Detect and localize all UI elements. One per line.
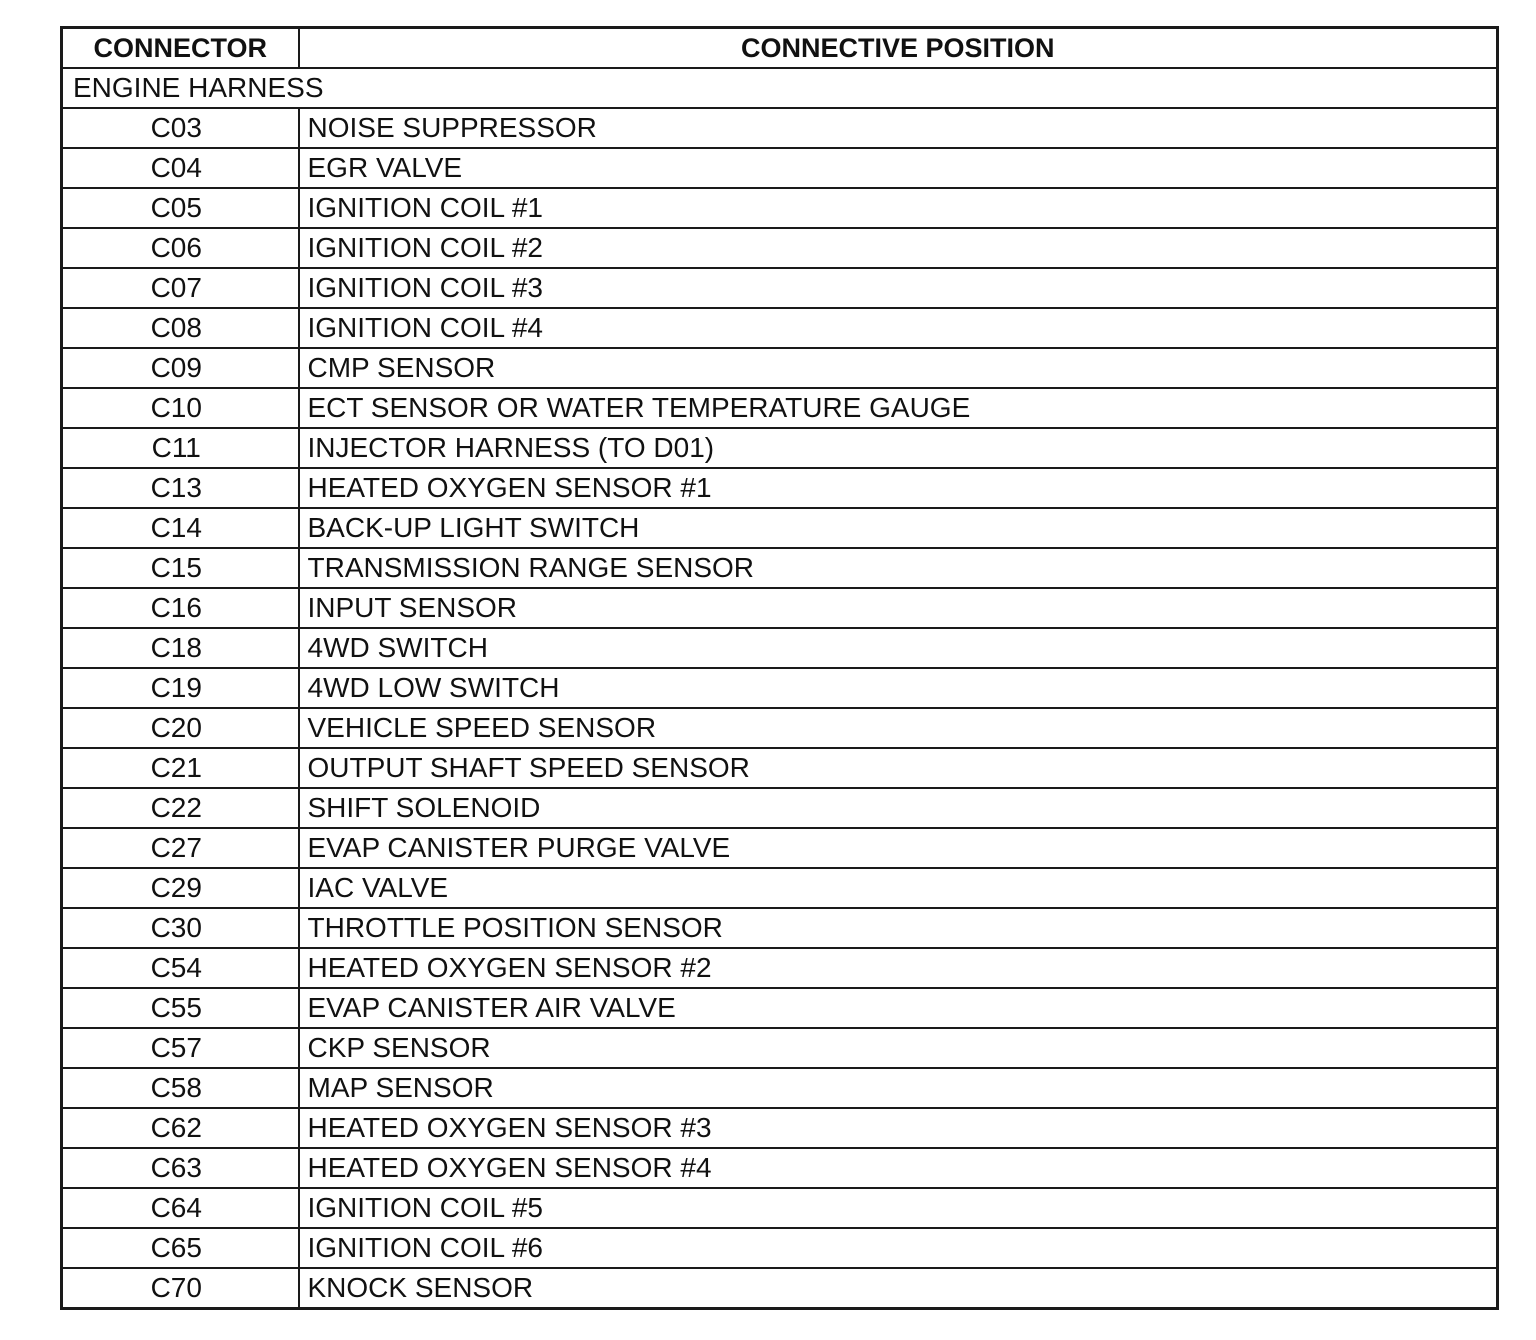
table-row xyxy=(62,308,1498,348)
connective-position: BACK-UP LIGHT SWITCH xyxy=(299,508,1498,548)
connective-position: 4WD SWITCH xyxy=(299,628,1498,668)
connector-code: C29 xyxy=(62,868,299,908)
connector-code: C54 xyxy=(62,948,299,988)
connector-code: C10 xyxy=(62,388,299,428)
connector-code: C04 xyxy=(62,148,299,188)
connector-code: C57 xyxy=(62,1028,299,1068)
connective-position: HEATED OXYGEN SENSOR #2 xyxy=(299,948,1498,988)
connector-code: C06 xyxy=(62,228,299,268)
connector-code: C63 xyxy=(62,1148,299,1188)
table-row xyxy=(62,1268,1498,1309)
connective-position: EGR VALVE xyxy=(299,148,1498,188)
connector-code: C21 xyxy=(62,748,299,788)
connective-position: IGNITION COIL #2 xyxy=(299,228,1498,268)
connector-code: C13 xyxy=(62,468,299,508)
table-row xyxy=(62,428,1498,468)
table-row xyxy=(62,708,1498,748)
connective-position: HEATED OXYGEN SENSOR #1 xyxy=(299,468,1498,508)
connective-position: IGNITION COIL #4 xyxy=(299,308,1498,348)
connector-code: C62 xyxy=(62,1108,299,1148)
connector-code: C14 xyxy=(62,508,299,548)
table-row xyxy=(62,948,1498,988)
connector-code: C05 xyxy=(62,188,299,228)
connective-position: IGNITION COIL #1 xyxy=(299,188,1498,228)
connector-code: C19 xyxy=(62,668,299,708)
table-row xyxy=(62,508,1498,548)
connective-position: NOISE SUPPRESSOR xyxy=(299,108,1498,148)
table-row xyxy=(62,1148,1498,1188)
connector-column-header: CONNECTOR xyxy=(62,28,299,69)
connective-position: ECT SENSOR OR WATER TEMPERATURE GAUGE xyxy=(299,388,1498,428)
connective-position: MAP SENSOR xyxy=(299,1068,1498,1108)
connective-position: HEATED OXYGEN SENSOR #4 xyxy=(299,1148,1498,1188)
connective-position: IGNITION COIL #3 xyxy=(299,268,1498,308)
table-row xyxy=(62,988,1498,1028)
connector-code: C15 xyxy=(62,548,299,588)
connective-position: TRANSMISSION RANGE SENSOR xyxy=(299,548,1498,588)
connective-position: CKP SENSOR xyxy=(299,1028,1498,1068)
connector-code: C22 xyxy=(62,788,299,828)
connective-position: EVAP CANISTER AIR VALVE xyxy=(299,988,1498,1028)
section-label: ENGINE HARNESS xyxy=(62,68,1498,108)
connector-code: C09 xyxy=(62,348,299,388)
connector-code: C20 xyxy=(62,708,299,748)
table-row xyxy=(62,1068,1498,1108)
connective-position: IGNITION COIL #6 xyxy=(299,1228,1498,1268)
table-row xyxy=(62,468,1498,508)
table-row xyxy=(62,1108,1498,1148)
connector-code: C64 xyxy=(62,1188,299,1228)
table-row xyxy=(62,388,1498,428)
table-row xyxy=(62,1228,1498,1268)
table-row xyxy=(62,908,1498,948)
table-row xyxy=(62,668,1498,708)
table-row xyxy=(62,1028,1498,1068)
connective-position: HEATED OXYGEN SENSOR #3 xyxy=(299,1108,1498,1148)
connector-code: C18 xyxy=(62,628,299,668)
header-row xyxy=(62,28,1498,69)
table-row xyxy=(62,108,1498,148)
table-row xyxy=(62,588,1498,628)
connector-code: C70 xyxy=(62,1268,299,1309)
section-row xyxy=(62,68,1498,108)
table-body xyxy=(62,68,1498,1309)
connective-position: EVAP CANISTER PURGE VALVE xyxy=(299,828,1498,868)
connective-position: KNOCK SENSOR xyxy=(299,1268,1498,1309)
connector-code: C07 xyxy=(62,268,299,308)
connector-code: C58 xyxy=(62,1068,299,1108)
connective-position: VEHICLE SPEED SENSOR xyxy=(299,708,1498,748)
connector-table-container xyxy=(60,26,1496,1310)
connector-code: C16 xyxy=(62,588,299,628)
connective-position: INPUT SENSOR xyxy=(299,588,1498,628)
table-row xyxy=(62,268,1498,308)
connector-code: C08 xyxy=(62,308,299,348)
table-row xyxy=(62,188,1498,228)
connector-code: C30 xyxy=(62,908,299,948)
table-row xyxy=(62,748,1498,788)
table-row xyxy=(62,348,1498,388)
connective-position: INJECTOR HARNESS (TO D01) xyxy=(299,428,1498,468)
connective-position: SHIFT SOLENOID xyxy=(299,788,1498,828)
connector-code: C03 xyxy=(62,108,299,148)
table-row xyxy=(62,828,1498,868)
table-row xyxy=(62,788,1498,828)
position-column-header: CONNECTIVE POSITION xyxy=(299,28,1498,69)
table-row xyxy=(62,548,1498,588)
table-row xyxy=(62,868,1498,908)
connector-table xyxy=(60,26,1499,1310)
table-row xyxy=(62,148,1498,188)
table-row xyxy=(62,228,1498,268)
connector-code: C27 xyxy=(62,828,299,868)
connector-code: C65 xyxy=(62,1228,299,1268)
connector-code: C11 xyxy=(62,428,299,468)
connective-position: IGNITION COIL #5 xyxy=(299,1188,1498,1228)
connective-position: IAC VALVE xyxy=(299,868,1498,908)
connective-position: OUTPUT SHAFT SPEED SENSOR xyxy=(299,748,1498,788)
connector-code: C55 xyxy=(62,988,299,1028)
table-row xyxy=(62,628,1498,668)
table-row xyxy=(62,1188,1498,1228)
connective-position: CMP SENSOR xyxy=(299,348,1498,388)
connective-position: THROTTLE POSITION SENSOR xyxy=(299,908,1498,948)
connective-position: 4WD LOW SWITCH xyxy=(299,668,1498,708)
